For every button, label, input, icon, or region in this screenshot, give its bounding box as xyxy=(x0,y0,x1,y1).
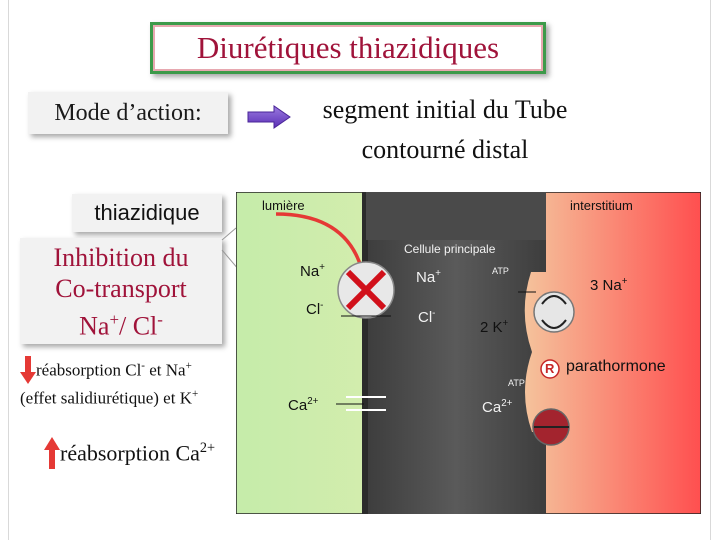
nephron-diagram-graphic xyxy=(236,192,701,514)
cell-cl-text: Cl xyxy=(418,309,433,326)
cell-cl xyxy=(418,308,435,326)
hormone-label: parathormone xyxy=(566,358,666,375)
lumen-na xyxy=(300,262,325,280)
k-ions xyxy=(480,318,508,336)
lumen-cl-sup: - xyxy=(320,300,324,311)
k-ions-sup: + xyxy=(502,318,509,329)
nephron-diagram xyxy=(236,192,701,514)
lumen-cl-text: Cl xyxy=(306,301,321,318)
cell-na-text: Na xyxy=(416,269,436,286)
cell-cl-sup: - xyxy=(432,308,436,319)
cell-body xyxy=(366,192,546,514)
lumen-ca-sup: 2+ xyxy=(307,396,319,407)
inhibition-ion-na-charge: + xyxy=(109,310,119,329)
effect1-sup-b: + xyxy=(185,360,192,372)
na3-text: 3 Na xyxy=(590,277,622,294)
atp-label-1: ATP xyxy=(492,266,509,276)
cell-label: Cellule principale xyxy=(404,242,496,256)
inhibition-line1: Inhibition du xyxy=(53,243,189,272)
action-site-line2: contourné distal xyxy=(361,135,529,164)
action-site-line1: segment initial du Tube xyxy=(322,95,568,124)
lumen-ca-text: Ca xyxy=(288,397,308,414)
lumen-label: lumière xyxy=(262,198,305,213)
lumen-na-text: Na xyxy=(300,263,320,280)
inhibition-ion-cl-charge: - xyxy=(157,310,163,329)
effect1-line2-sup: + xyxy=(191,388,199,400)
lumen-ca xyxy=(288,396,318,414)
cell-ca xyxy=(482,398,512,416)
effect2-sup: 2+ xyxy=(199,440,216,456)
cell-ca-text: Ca xyxy=(482,399,502,416)
na3-sup: + xyxy=(621,276,628,287)
cell-na-sup: + xyxy=(435,268,441,279)
effect2-text: réabsorption Ca xyxy=(60,440,200,466)
effect1-text-b: et Na xyxy=(144,360,186,380)
mode-label: Mode d’action: xyxy=(54,99,202,126)
inhibition-ion-cl: / Cl xyxy=(118,311,158,341)
na3-ions xyxy=(590,276,627,294)
effect1-text-a: réabsorption Cl xyxy=(36,360,142,380)
effect1-sup-a: - xyxy=(141,360,145,372)
receptor-label: R xyxy=(545,361,555,376)
lumen-cl xyxy=(306,300,323,318)
lumen-na-sup: + xyxy=(319,262,325,273)
na-k-atpase xyxy=(534,292,574,332)
drug-label: thiazidique xyxy=(94,200,200,225)
interstitium-label: interstitium xyxy=(570,198,633,213)
cell-na xyxy=(416,268,441,286)
slide-title: Diurétiques thiazidiques xyxy=(196,30,500,65)
atp-label-2: ATP xyxy=(508,378,525,388)
cell-ca-sup: 2+ xyxy=(501,398,513,409)
inhibition-line2: Co-transport xyxy=(55,274,187,303)
effect1-line2: (effet salidiurétique) et K xyxy=(20,388,192,408)
inhibition-ion-na: Na xyxy=(79,311,110,341)
k-ions-text: 2 K xyxy=(480,319,503,336)
